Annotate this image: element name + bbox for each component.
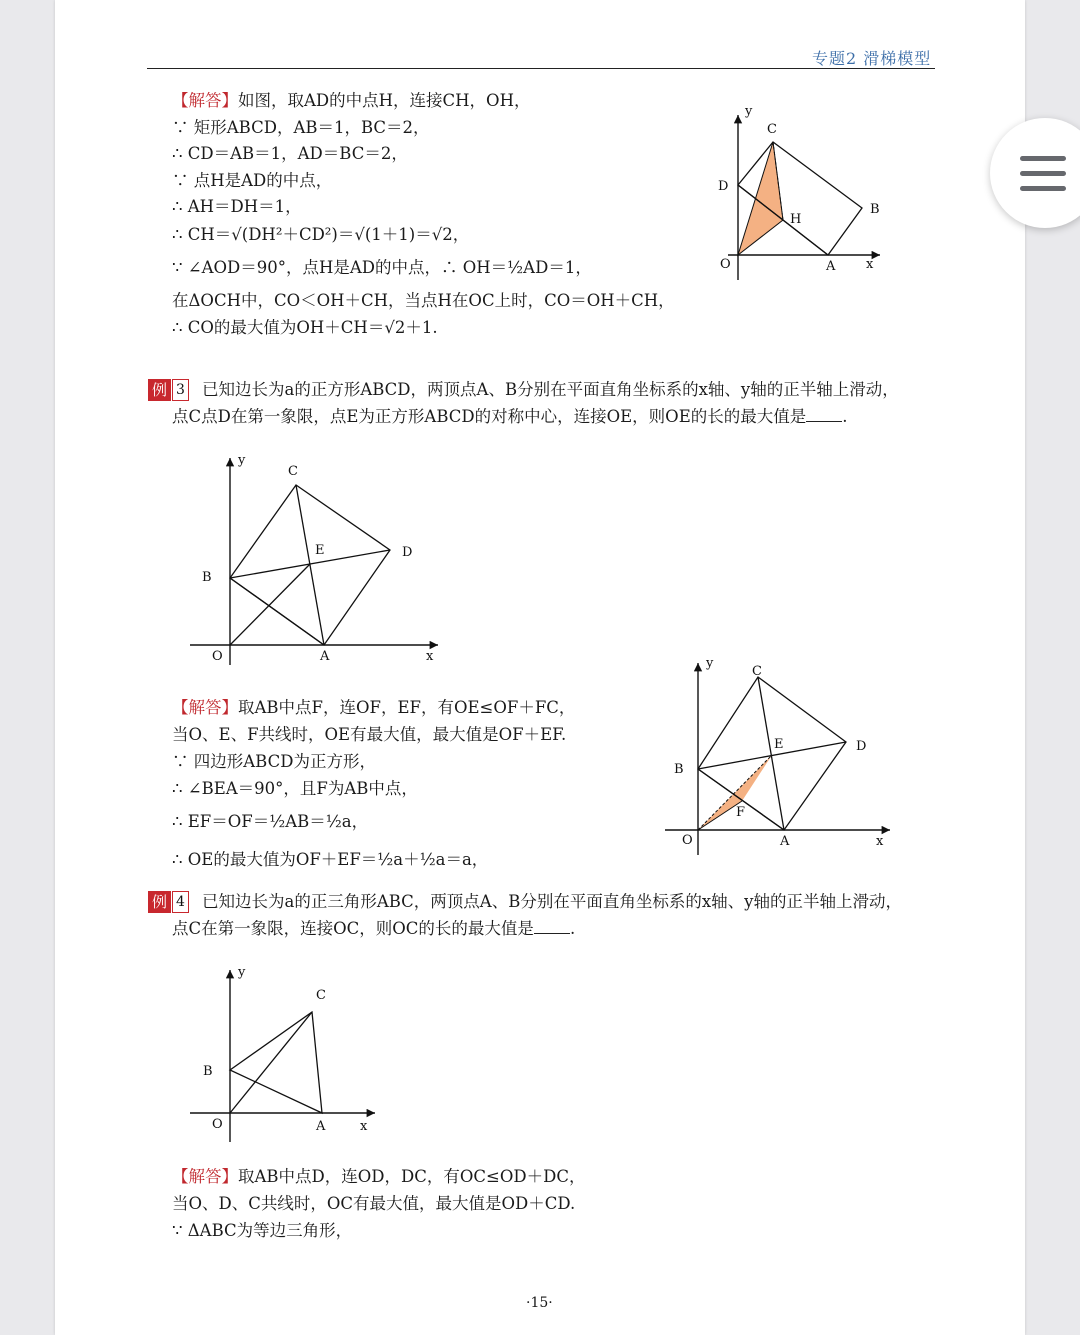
example-3-line-2: 点C点D在第一象限，点E为正方形ABCD的对称中心，连接OE，则OE的长的最大值是 . [172, 407, 848, 426]
fig2-label-c: C [288, 464, 298, 479]
example-4-solution-tag: 【解答】 [172, 1167, 238, 1186]
example-3-solution-line-2: 当O、E、F共线时，OE有最大值，最大值是OF＋EF. [172, 725, 567, 744]
figure-rectangle-midpoint-h [690, 105, 890, 285]
example-3-solution-line-1: 【解答】取AB中点F，连OF，EF，有OE≤OF＋FC， [172, 698, 576, 717]
example-4-solution-line-3: ∵ ΔABC为等边三角形， [172, 1221, 353, 1240]
fig4-label-a: A [316, 1119, 326, 1134]
solution-top-line-8: 在ΔOCH中，CO＜OH＋CH，当点H在OC上时，CO＝OH＋CH， [172, 291, 675, 310]
fig2-axis-x: x [426, 649, 434, 664]
fig3-label-f: F [736, 805, 746, 820]
fig2-label-e: E [315, 543, 325, 558]
solution-top-line-6: ∴ CH＝√(DH²＋CD²)＝√(1＋1)＝√2， [172, 225, 470, 244]
solution-top-line-5: ∴ AH＝DH＝1， [172, 197, 302, 216]
example-4-line-2: 点C在第一象限，连接OC，则OC的长的最大值是 . [172, 919, 576, 938]
fig1-axis-x: x [866, 257, 874, 272]
figure-square-midpoint-f [660, 655, 895, 860]
fig1-axis-y: y [745, 105, 753, 119]
solution-top-line-1: 【解答】如图，取AD的中点H，连接CH，OH， [172, 91, 531, 110]
example-3-solution-line-4: ∴ ∠BEA＝90°，且F为AB中点， [172, 779, 418, 798]
example-3-line-1: 已知边长为a的正方形ABCD，两顶点A、B分别在平面直角坐标系的x轴、y轴的正半轴上滑动， [202, 380, 899, 399]
example-4-line-1: 已知边长为a的正三角形ABC，两顶点A、B分别在平面直角坐标系的x轴、y轴的正半轴上滑动， [202, 892, 902, 911]
fig3-label-a: A [780, 834, 790, 849]
fig4-axis-x: x [360, 1119, 368, 1134]
example-4-badge: 例 4 [148, 891, 189, 913]
fig2-axis-y: y [238, 453, 246, 468]
fig1-label-h: H [790, 212, 802, 227]
example-3-solution-line-6: ∴ OE的最大值为OF＋EF＝½a＋½a＝a， [172, 850, 489, 869]
figure-triangle-example-4 [190, 962, 390, 1147]
fig3-label-c: C [752, 664, 762, 679]
example-3-badge: 例 3 [148, 379, 189, 401]
fig3-axis-y: y [706, 656, 714, 671]
fig1-label-c: C [767, 122, 777, 137]
fig3-label-b: B [674, 762, 684, 777]
fig1-label-a: A [826, 259, 836, 274]
example-4-solution-line-1: 【解答】取AB中点D，连OD，DC，有OC≤OD＋DC， [172, 1167, 586, 1186]
solution-top-line-7: ∵ ∠AOD＝90°，点H是AD的中点，∴ OH＝½AD＝1， [172, 258, 592, 277]
answer-blank [806, 407, 842, 422]
fig4-label-c: C [316, 988, 326, 1003]
page-number: ·15· [526, 1295, 553, 1311]
fig4-label-b: B [203, 1064, 213, 1079]
example-3-solution-tag: 【解答】 [172, 698, 238, 717]
example-3-solution-line-3: ∵ 四边形ABCD为正方形， [172, 752, 376, 771]
fig4-origin: O [212, 1117, 223, 1132]
fig3-origin: O [682, 833, 693, 848]
fig3-label-e: E [774, 737, 784, 752]
answer-blank [534, 919, 570, 934]
fig2-label-d: D [402, 545, 413, 560]
example-4-solution-line-2: 当O、D、C共线时，OC有最大值，最大值是OD＋CD. [172, 1194, 576, 1213]
solution-top-line-3: ∴ CD＝AB＝1，AD＝BC＝2， [172, 144, 408, 163]
fig1-origin: O [720, 257, 731, 272]
fig2-label-a: A [320, 649, 330, 664]
figure-square-example-3 [190, 450, 450, 670]
fig3-label-d: D [856, 739, 867, 754]
chapter-title: 专题2 滑梯模型 [812, 49, 932, 68]
solution-top-line-4: ∵ 点H是AD的中点， [172, 171, 333, 190]
fig1-label-d: D [718, 179, 729, 194]
fig2-label-b: B [202, 570, 212, 585]
header-rule [147, 68, 935, 69]
fig3-axis-x: x [876, 834, 884, 849]
solution-top-line-2: ∵ 矩形ABCD，AB＝1，BC＝2， [172, 118, 430, 137]
solution-top-line-9: ∴ CO的最大值为OH＋CH＝√2＋1. [172, 318, 438, 337]
solution-tag: 【解答】 [172, 91, 238, 110]
example-3-solution-line-5: ∴ EF＝OF＝½AB＝½a， [172, 812, 369, 831]
fig1-label-b: B [870, 202, 880, 217]
fig4-axis-y: y [238, 965, 246, 980]
fig2-origin: O [212, 649, 223, 664]
